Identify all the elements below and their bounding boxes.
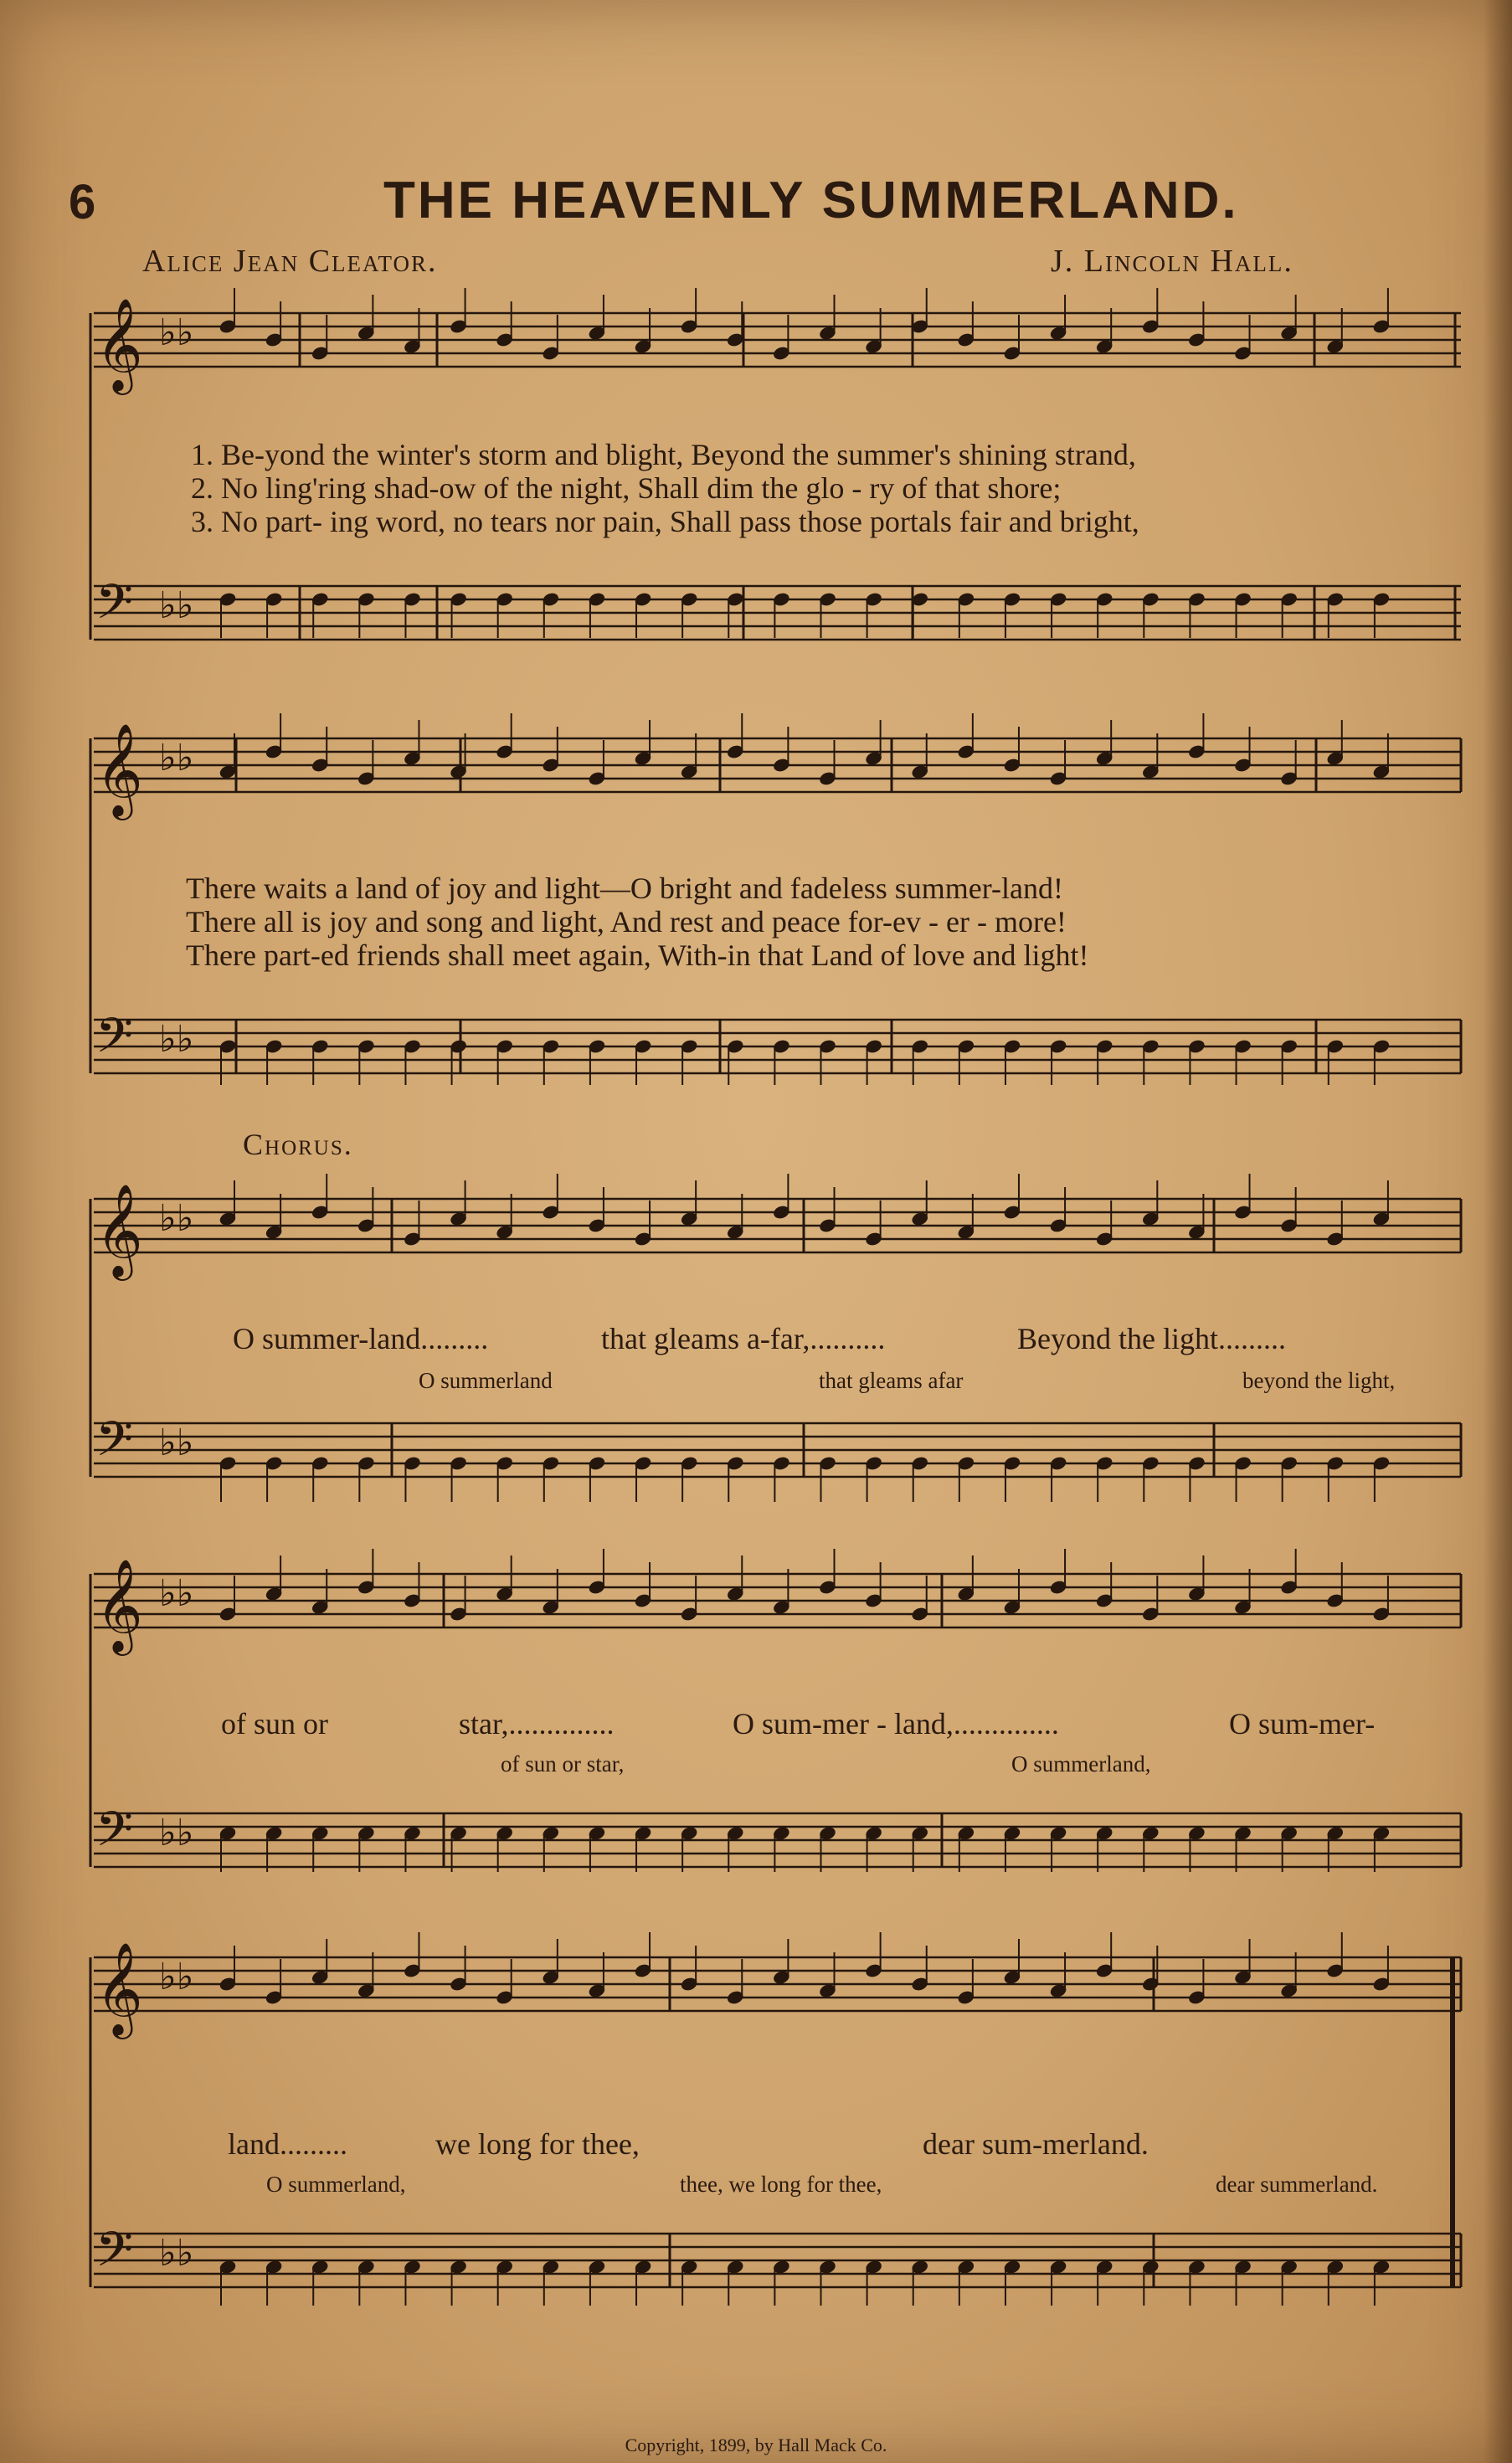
chorus-2-lyric-b: star,.............. [459,1707,615,1741]
chorus-1-lyric-c: Beyond the light......... [1017,1322,1286,1355]
chorus-2-bass-b: O summerland, [1011,1751,1151,1777]
chorus-2-lyric-a: of sun or [221,1707,328,1741]
svg-text:𝄞: 𝄞 [95,1183,143,1277]
chorus-3-lyric-a: land......... [228,2127,347,2161]
copyright-notice: Copyright, 1899, by Hall Mack Co. [625,2435,887,2455]
svg-text:𝄢: 𝄢 [95,573,134,642]
chorus-2-bass-a: of sun or star, [501,1751,625,1777]
svg-text:𝄢: 𝄢 [95,1007,134,1076]
verse-1-line-2: There waits a land of joy and light—O bright and fadeless summer-land! [186,872,1063,905]
chorus-2-lyric-c: O sum-mer - land,.............. [733,1707,1059,1741]
svg-text:♭♭: ♭♭ [159,1572,194,1615]
svg-text:𝄢: 𝄢 [95,1801,134,1869]
svg-text:♭♭: ♭♭ [159,737,194,779]
svg-text:𝄢: 𝄢 [95,1411,134,1479]
chorus-1-bass-a: O summerland [419,1368,553,1393]
svg-text:♭♭: ♭♭ [159,311,194,354]
svg-text:♭♭: ♭♭ [159,1956,194,1998]
chorus-3-lyric-c: dear sum-merland. [923,2127,1149,2161]
verse-2-line-1: 2. No ling'ring shad-ow of the night, Shall dim the glo - ry of that shore; [191,471,1062,505]
svg-text:𝄞: 𝄞 [95,297,143,391]
lyricist-credit: Alice Jean Cleator. [142,244,438,279]
svg-text:♭♭: ♭♭ [159,1422,194,1464]
hymn-title: THE HEAVENLY SUMMERLAND. [383,172,1239,229]
chorus-1-lyric-b: that gleams a-far,.......... [601,1322,886,1355]
chorus-3-bass-a: O summerland, [266,2172,406,2197]
svg-text:♭♭: ♭♭ [159,1197,194,1240]
chorus-3-bass-b: thee, we long for thee, [680,2172,882,2197]
chorus-3-lyric-b: we long for thee, [435,2127,640,2161]
chorus-label: Chorus. [243,1128,353,1161]
svg-text:𝄢: 𝄢 [95,2221,134,2290]
svg-text:𝄞: 𝄞 [95,722,143,816]
svg-text:♭♭: ♭♭ [159,584,194,627]
verse-1-line-1: 1. Be-yond the winter's storm and blight, Beyond the summer's shining strand, [191,438,1136,471]
svg-text:𝄞: 𝄞 [95,1941,143,2035]
svg-text:𝄞: 𝄞 [95,1558,143,1652]
chorus-1-lyric-a: O summer-land......... [233,1322,489,1355]
page-number: 6 [69,175,96,229]
verse-3-line-1: 3. No part- ing word, no tears nor pain, Shall pass those portals fair and bright, [191,505,1139,538]
verse-2-line-2: There all is joy and song and light, And rest and peace for-ev - er - more! [186,905,1067,938]
verse-3-line-2: There part-ed friends shall meet again, With-in that Land of love and light! [186,938,1089,972]
chorus-3-bass-c: dear summerland. [1216,2172,1378,2197]
chorus-1-bass-b: that gleams afar [819,1368,964,1393]
svg-text:♭♭: ♭♭ [159,1018,194,1061]
svg-text:♭♭: ♭♭ [159,2232,194,2275]
svg-text:♭♭: ♭♭ [159,1812,194,1854]
chorus-1-bass-c: beyond the light, [1242,1368,1396,1393]
composer-credit: J. Lincoln Hall. [1051,244,1293,279]
chorus-2-lyric-d: O sum-mer- [1229,1707,1376,1741]
